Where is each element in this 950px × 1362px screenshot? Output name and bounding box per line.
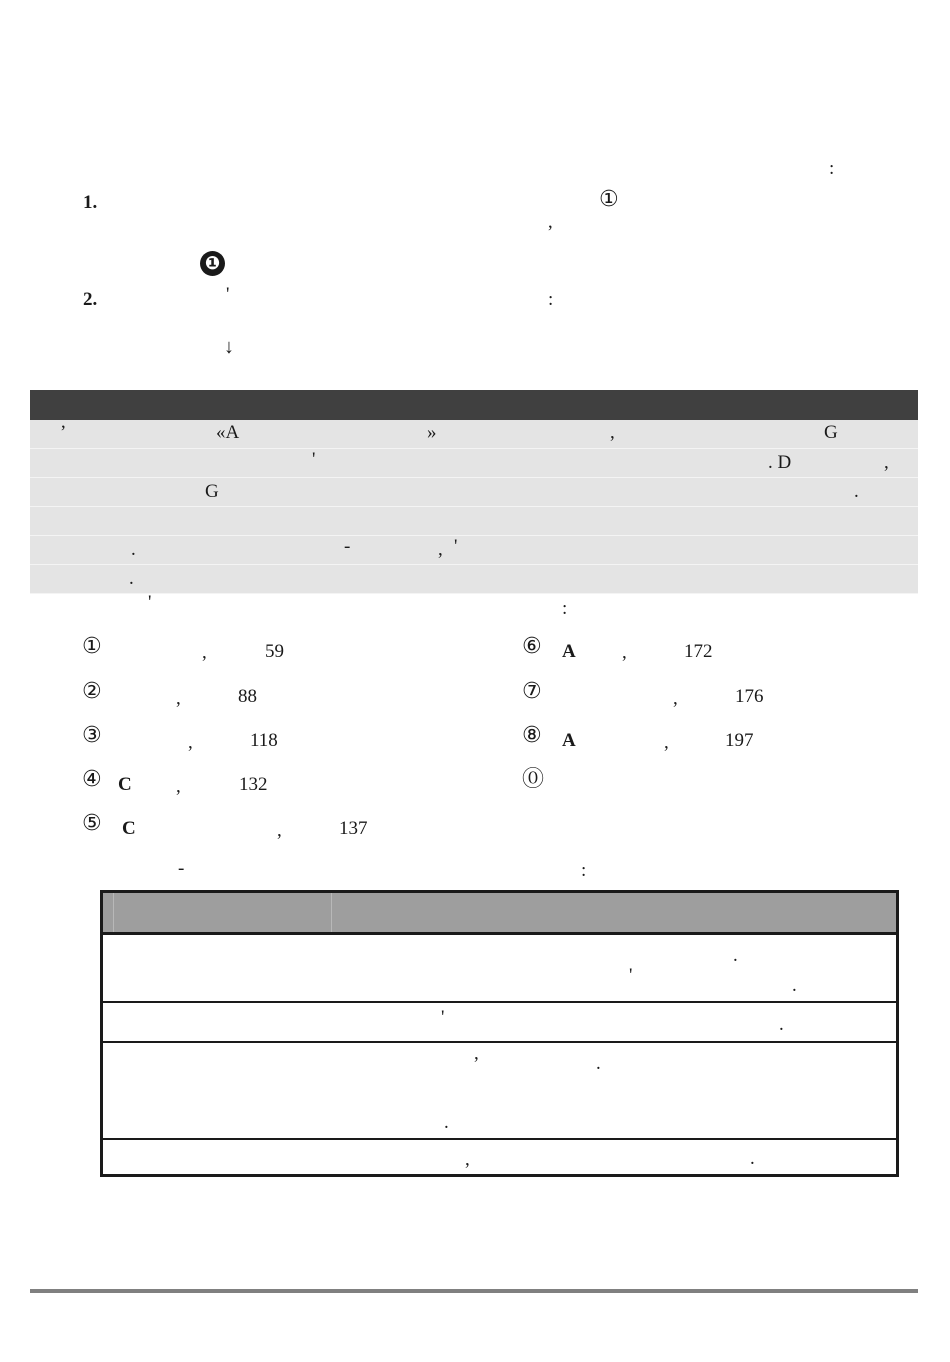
data-table — [100, 890, 899, 1177]
infobox-r6-a: . — [129, 568, 134, 589]
infobox-row-3 — [30, 478, 918, 507]
circled-six-icon: ⑥ — [522, 634, 542, 659]
index-item-1-page: 59 — [265, 641, 284, 662]
table-row-2-mark-2: . — [779, 1014, 784, 1035]
index-item-2-comma: , — [176, 688, 181, 709]
infobox-r1-c: » — [427, 422, 437, 443]
table-row-divider-3 — [103, 1138, 896, 1140]
index-item-1-comma: , — [202, 642, 207, 663]
infobox-row-2 — [30, 449, 918, 478]
infobox-r1-b: «A — [216, 422, 240, 443]
step-2-number: 2. — [83, 289, 98, 310]
index-item-6-bold: A — [562, 641, 576, 662]
step-2-colon: : — [548, 289, 554, 310]
circled-one-icon: ① — [82, 634, 102, 659]
index-item-3-comma: , — [188, 732, 193, 753]
index-item-5-comma: , — [277, 820, 282, 841]
table-intro-colon: : — [581, 860, 587, 881]
after-box-colon: : — [562, 598, 568, 619]
table-row-4-mark-2: . — [750, 1148, 755, 1169]
infobox-r1-a: ʼ — [60, 422, 67, 443]
table-row-4-mark-1: , — [465, 1149, 470, 1170]
infobox-r5-a: . — [131, 539, 136, 560]
index-item-4-page: 132 — [239, 774, 268, 795]
table-intro-dash: - — [178, 858, 185, 879]
table-row-1-mark-3: . — [792, 975, 797, 996]
index-item-2-page: 88 — [238, 686, 257, 707]
table-row-divider-1 — [103, 1001, 896, 1003]
infobox-r2-c: , — [884, 452, 889, 473]
index-item-3-page: 118 — [250, 730, 278, 751]
table-row-3-mark-3: . — [444, 1112, 449, 1133]
circled-eight-icon: ⑧ — [522, 723, 542, 748]
footer-rule — [30, 1289, 918, 1293]
index-item-8-bold: A — [562, 730, 576, 751]
table-row-3-mark-2: . — [596, 1053, 601, 1074]
step-1-bullet-icon: ❶ — [200, 251, 225, 276]
infobox-r3-a: G — [205, 481, 219, 502]
circled-zero-icon: ⓪ — [522, 767, 545, 792]
index-item-8-comma: , — [664, 732, 669, 753]
table-row-3-mark-1: , — [474, 1043, 479, 1064]
after-box-apostrophe: ' — [148, 592, 152, 613]
table-row-divider-2 — [103, 1041, 896, 1043]
infobox-r1-d: , — [610, 422, 615, 443]
infobox-r5-b: - — [344, 536, 351, 557]
circled-five-icon: ⑤ — [82, 811, 102, 836]
infobox-row-5 — [30, 536, 918, 565]
step-1-comma: ʼ — [547, 222, 554, 243]
index-item-7-page: 176 — [735, 686, 764, 707]
index-item-5-page: 137 — [339, 818, 368, 839]
step-1-circled-marker: ① — [599, 187, 619, 212]
intro-colon: : — [829, 158, 835, 179]
circled-two-icon: ② — [82, 679, 102, 704]
infobox-row-1 — [30, 420, 918, 449]
infobox-r2-b: . D — [768, 452, 792, 473]
index-item-4-comma: , — [176, 776, 181, 797]
infobox-header — [30, 390, 918, 420]
circled-seven-icon: ⑦ — [522, 679, 542, 704]
infobox-r5-c: , — [438, 539, 443, 560]
infobox-r5-d: ' — [454, 536, 458, 557]
table-row-1-mark-1: . — [733, 945, 738, 966]
table-row-1-mark-2: ' — [629, 965, 633, 986]
infobox-r2-a: ' — [312, 449, 316, 470]
step-2-apostrophe: ' — [226, 284, 230, 305]
infobox-r1-e: G — [824, 422, 838, 443]
index-item-4-bold: C — [118, 774, 132, 795]
index-item-8-page: 197 — [725, 730, 754, 751]
index-item-5-bold: C — [122, 818, 136, 839]
index-item-6-comma: , — [622, 642, 627, 663]
down-arrow-icon: ↓ — [224, 336, 234, 358]
circled-four-icon: ④ — [82, 767, 102, 792]
infobox-row-4 — [30, 507, 918, 536]
table-header — [103, 893, 896, 935]
table-row-2-mark-1: ' — [441, 1007, 445, 1028]
index-item-6-page: 172 — [684, 641, 713, 662]
step-1-number: 1. — [83, 192, 98, 213]
index-item-7-comma: , — [673, 688, 678, 709]
circled-three-icon: ③ — [82, 723, 102, 748]
infobox-row-6 — [30, 565, 918, 594]
infobox-r3-b: . — [854, 481, 859, 502]
